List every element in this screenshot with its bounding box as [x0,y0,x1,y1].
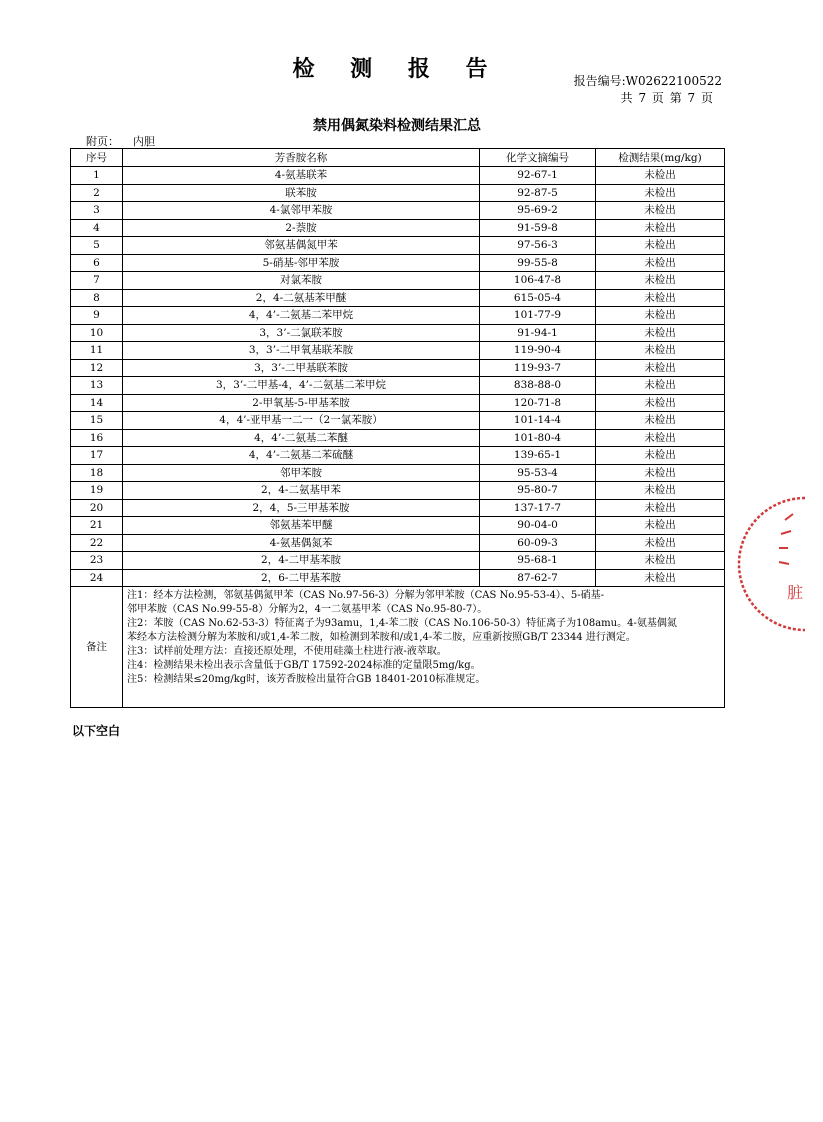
attachment-value: 内胆 [133,135,155,148]
notes-cell [123,587,725,708]
cell-result: 未检出 [596,499,725,517]
cell-amine-name: 2，4-二甲基苯胺 [123,552,480,570]
cell-cas-number: 95-68-1 [480,552,596,570]
cell-amine-name: 2-萘胺 [123,219,480,237]
cell-amine-name: 3，3’-二甲基联苯胺 [123,359,480,377]
notes-row [71,587,725,708]
cell-result: 未检出 [596,482,725,500]
table-row [71,569,725,587]
cell-cas-number: 99-55-8 [480,254,596,272]
cell-amine-name: 2，4-二氨基甲苯 [123,482,480,500]
report-number: 报告编号:W02622100522 [573,74,722,88]
cell-result: 未检出 [596,394,725,412]
table-row [71,167,725,185]
table-row [71,219,725,237]
cell-index: 9 [71,307,123,325]
cell-index: 20 [71,499,123,517]
cell-index: 12 [71,359,123,377]
cell-index: 11 [71,342,123,360]
table-row [71,499,725,517]
cell-index: 18 [71,464,123,482]
header-index: 序号 [71,149,123,167]
cell-amine-name: 5-硝基-邻甲苯胺 [123,254,480,272]
note-line: 注2：苯胺（CAS No.62-53-3）特征离子为93amu，1,4-苯二胺（CAS No.106-50-3）特征离子为108amu。4-氨基偶氮 [127,618,677,629]
cell-result: 未检出 [596,534,725,552]
table-header-row [71,149,725,167]
attachment-label: 附页： [86,135,119,148]
table-row [71,359,725,377]
cell-cas-number: 87-62-7 [480,569,596,587]
note-line: 注5：检测结果≤20mg/kg时，该芳香胺检出量符合GB 18401-2010标准规定。 [127,674,486,685]
cell-index: 17 [71,447,123,465]
table-row [71,272,725,290]
table-row [71,254,725,272]
cell-result: 未检出 [596,412,725,430]
cell-index: 13 [71,377,123,395]
note-line: 邻甲苯胺（CAS No.99-55-8）分解为2，4一二氨基甲苯（CAS No.95-80-7）。 [127,604,488,615]
cell-cas-number: 91-59-8 [480,219,596,237]
cell-result: 未检出 [596,429,725,447]
table-row [71,447,725,465]
cell-cas-number: 838-88-0 [480,377,596,395]
cell-index: 8 [71,289,123,307]
cell-result: 未检出 [596,272,725,290]
cell-amine-name: 4-氯邻甲苯胺 [123,202,480,220]
cell-index: 14 [71,394,123,412]
table-row [71,534,725,552]
cell-result: 未检出 [596,552,725,570]
table-row [71,184,725,202]
cell-result: 未检出 [596,342,725,360]
cell-result: 未检出 [596,464,725,482]
cell-amine-name: 4，4’-二氨基二苯醚 [123,429,480,447]
cell-amine-name: 4，4’-二氨基二苯硫醚 [123,447,480,465]
end-marker: 以下空白 [72,724,121,738]
note-line: 注3：试样前处理方法：直接还原处理，不使用硅藻土柱进行液-液萃取。 [127,646,447,657]
note-line: 苯经本方法检测分解为苯胺和/或1,4-苯二胺，如检测到苯胺和/或1,4-苯二胺，应重新按照GB/T 23344 进行测定。 [127,632,636,643]
cell-cas-number: 119-90-4 [480,342,596,360]
cell-result: 未检出 [596,237,725,255]
cell-amine-name: 4-氨基偶氮苯 [123,534,480,552]
cell-result: 未检出 [596,569,725,587]
cell-index: 19 [71,482,123,500]
cell-amine-name: 2，4，5-三甲基苯胺 [123,499,480,517]
cell-index: 2 [71,184,123,202]
table-row [71,377,725,395]
cell-cas-number: 615-05-4 [480,289,596,307]
seal-stamp [765,490,823,640]
cell-result: 未检出 [596,202,725,220]
cell-amine-name: 联苯胺 [123,184,480,202]
cell-cas-number: 60-09-3 [480,534,596,552]
table-row [71,237,725,255]
cell-cas-number: 119-93-7 [480,359,596,377]
header-result: 检测结果(mg/kg) [596,149,725,167]
cell-index: 1 [71,167,123,185]
cell-result: 未检出 [596,359,725,377]
table-row [71,342,725,360]
cell-result: 未检出 [596,289,725,307]
cell-result: 未检出 [596,184,725,202]
cell-index: 3 [71,202,123,220]
cell-amine-name: 2-甲氧基-5-甲基苯胺 [123,394,480,412]
cell-amine-name: 邻甲苯胺 [123,464,480,482]
cell-index: 16 [71,429,123,447]
cell-index: 24 [71,569,123,587]
cell-index: 4 [71,219,123,237]
cell-cas-number: 90-04-0 [480,517,596,535]
header-amine-name: 芳香胺名称 [123,149,480,167]
table-row [71,517,725,535]
cell-index: 6 [71,254,123,272]
cell-index: 21 [71,517,123,535]
cell-cas-number: 101-80-4 [480,429,596,447]
report-title: 检 测 报 告 [292,56,502,82]
cell-cas-number: 95-69-2 [480,202,596,220]
header-cas-number: 化学文摘编号 [480,149,596,167]
cell-amine-name: 4-氨基联苯 [123,167,480,185]
results-table [70,148,725,708]
cell-cas-number: 106-47-8 [480,272,596,290]
cell-index: 10 [71,324,123,342]
cell-amine-name: 邻氨基苯甲醚 [123,517,480,535]
note-line: 注4：检测结果未检出表示含量低于GB/T 17592-2024标准的定量限5mg/kg。 [127,660,481,671]
cell-index: 5 [71,237,123,255]
cell-amine-name: 3，3’-二氯联苯胺 [123,324,480,342]
svg-text:脏: 脏 [787,583,804,602]
cell-amine-name: 4，4’-二氨基二苯甲烷 [123,307,480,325]
cell-cas-number: 101-14-4 [480,412,596,430]
note-line: 注1：经本方法检测，邻氨基偶氮甲苯（CAS No.97-56-3）分解为邻甲苯胺（CAS No.95-53-4）、5-硝基- [127,590,604,601]
table-row [71,289,725,307]
table-row [71,482,725,500]
table-row [71,307,725,325]
attachment-line [86,133,155,149]
cell-result: 未检出 [596,324,725,342]
table-row [71,552,725,570]
cell-amine-name: 4，4’-亚甲基一二一（2一氯苯胺） [123,412,480,430]
cell-cas-number: 95-53-4 [480,464,596,482]
cell-cas-number: 101-77-9 [480,307,596,325]
cell-cas-number: 120-71-8 [480,394,596,412]
table-row [71,324,725,342]
cell-index: 23 [71,552,123,570]
cell-index: 7 [71,272,123,290]
cell-result: 未检出 [596,219,725,237]
cell-cas-number: 91-94-1 [480,324,596,342]
cell-amine-name: 对氯苯胺 [123,272,480,290]
table-row [71,202,725,220]
table-row [71,412,725,430]
cell-amine-name: 3，3’-二甲基-4，4’-二氨基二苯甲烷 [123,377,480,395]
table-row [71,464,725,482]
notes-label: 备注 [71,587,123,708]
cell-result: 未检出 [596,167,725,185]
cell-result: 未检出 [596,377,725,395]
cell-cas-number: 92-87-5 [480,184,596,202]
cell-cas-number: 95-80-7 [480,482,596,500]
cell-result: 未检出 [596,517,725,535]
cell-result: 未检出 [596,447,725,465]
table-row [71,429,725,447]
cell-amine-name: 3，3’-二甲氧基联苯胺 [123,342,480,360]
cell-amine-name: 2，6-二甲基苯胺 [123,569,480,587]
cell-result: 未检出 [596,307,725,325]
cell-cas-number: 137-17-7 [480,499,596,517]
cell-result: 未检出 [596,254,725,272]
table-row [71,394,725,412]
section-title: 禁用偶氮染料检测结果汇总 [313,118,481,134]
cell-amine-name: 2，4-二氨基苯甲醚 [123,289,480,307]
cell-index: 15 [71,412,123,430]
cell-index: 22 [71,534,123,552]
cell-amine-name: 邻氨基偶氮甲苯 [123,237,480,255]
cell-cas-number: 92-67-1 [480,167,596,185]
cell-cas-number: 139-65-1 [480,447,596,465]
cell-cas-number: 97-56-3 [480,237,596,255]
page-indicator: 共 7 页 第 7 页 [620,91,714,105]
